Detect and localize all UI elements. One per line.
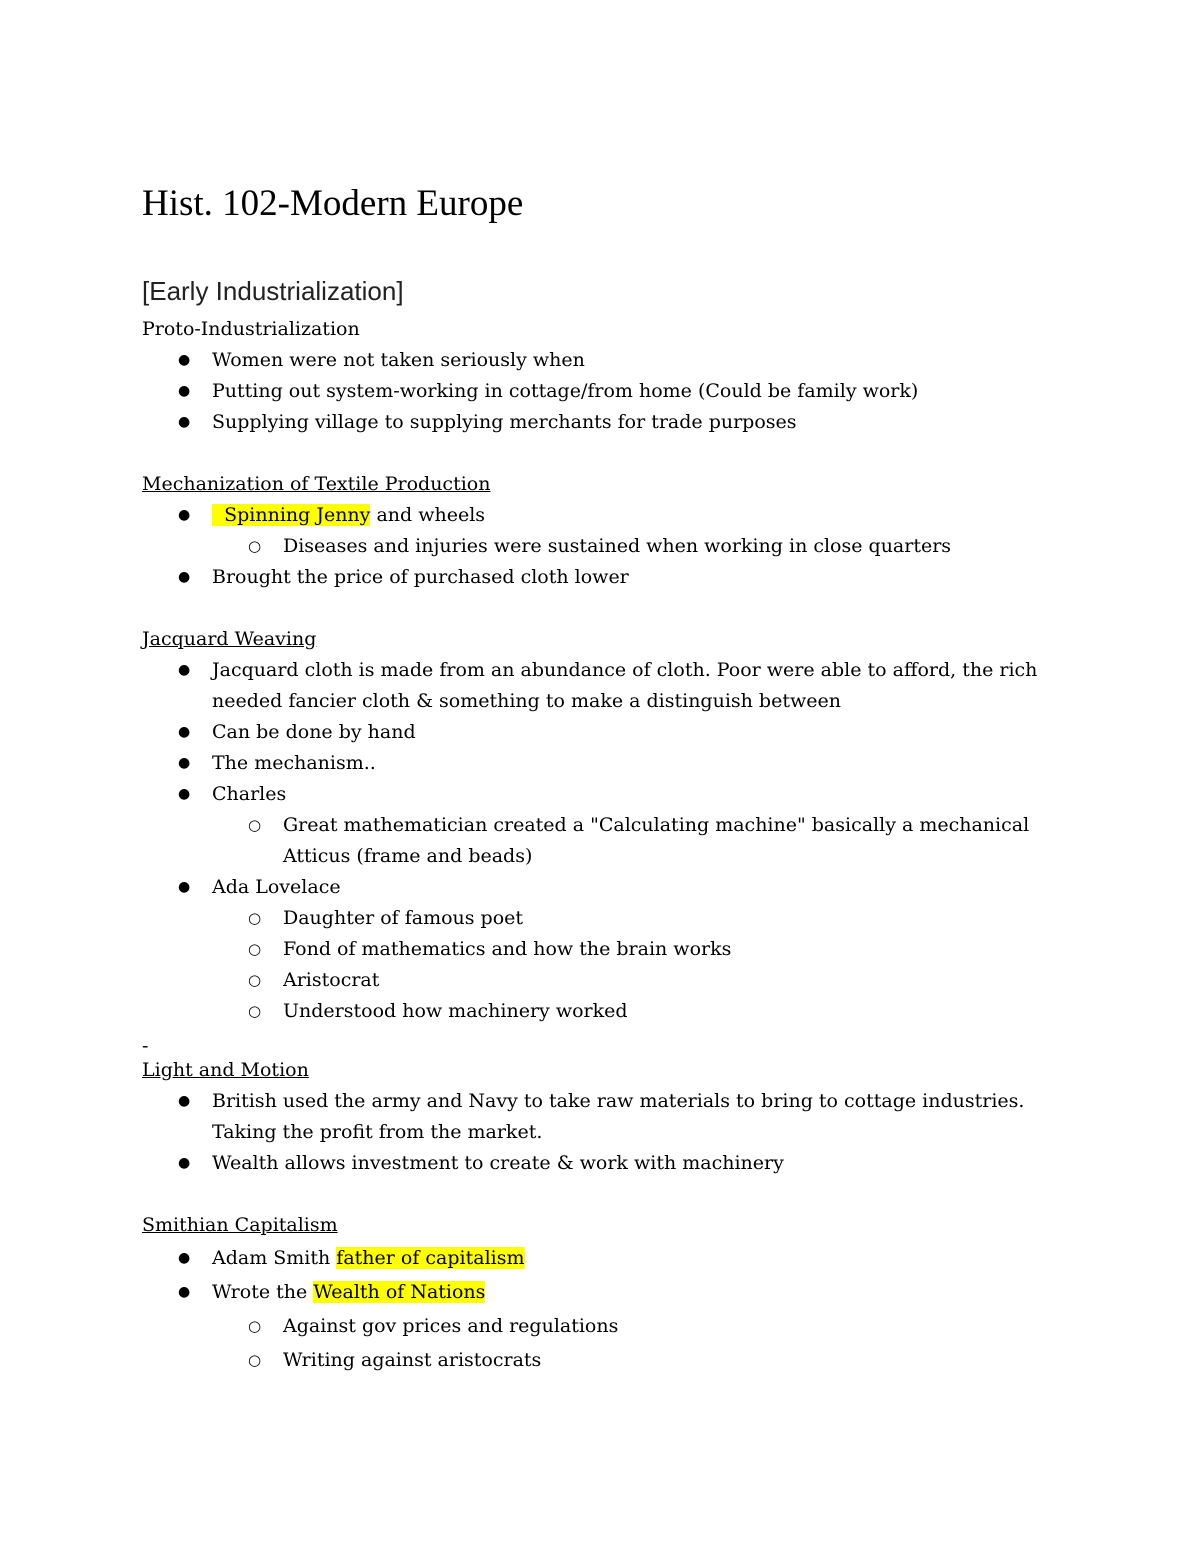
list-item: ● Wealth allows investment to create & work with machinery [142,1148,1062,1179]
smith-section [142,1210,1062,1377]
highlighted-text: Spinning Jenny [212,504,370,526]
circle-bullet-icon: ○ [248,816,262,834]
list-item: ● Putting out system-working in cottage/from home (Could be family work) [142,376,1062,407]
sub-list-item: ○ Writing against aristocrats [142,1343,1062,1377]
jacquard-list [142,655,1062,1027]
bullet-icon: ● [178,352,191,368]
light-section [142,1055,1062,1179]
list-item: ● Brought the price of purchased cloth lower [142,562,1062,593]
list-item: ● Wrote the Wealth of Nations [142,1275,1062,1309]
light-list [142,1086,1062,1179]
jacquard-title: Jacquard Weaving [142,628,317,650]
bullet-icon: ● [178,507,191,523]
bullet-icon: ● [178,755,191,771]
jacquard-section [142,624,1062,1027]
bullet-icon: ● [178,1284,191,1300]
sub-list-item: ○ Aristocrat [142,965,1062,996]
list-item: ● The mechanism.. [142,748,1062,779]
bullet-icon: ● [178,662,191,678]
separator-dash: - [142,1035,149,1057]
circle-bullet-icon: ○ [248,1351,262,1369]
proto-title: Proto-Industrialization [142,318,360,340]
proto-list [142,345,1062,438]
bullet-icon: ● [178,414,191,430]
list-item: ● British used the army and Navy to take raw materials to bring to cottage industries. Taking the profit from the market. [142,1086,1062,1148]
circle-bullet-icon: ○ [248,940,262,958]
highlighted-text: father of capitalism [336,1247,525,1269]
list-item: ● Supplying village to supplying merchants for trade purposes [142,407,1062,438]
list-item: ● Jacquard cloth is made from an abundance of cloth. Poor were able to afford, the rich needed fancier cloth & something to make a distinguish between [142,655,1062,717]
mech-list [142,500,1062,593]
sub-list-item: ○ Diseases and injuries were sustained when working in close quarters [142,531,1062,562]
bullet-icon: ● [178,786,191,802]
bullet-icon: ● [178,1250,191,1266]
section-heading: [Early Industrialization] [142,276,404,306]
circle-bullet-icon: ○ [248,1002,262,1020]
list-item: ● Charles [142,779,1062,810]
mech-section [142,469,1062,593]
bullet-icon: ● [178,1155,191,1171]
list-item: ● Can be done by hand [142,717,1062,748]
bullet-icon: ● [178,1093,191,1109]
bullet-icon: ● [178,879,191,895]
proto-section [142,314,1062,438]
highlighted-text: Wealth of Nations [313,1281,486,1303]
mech-title: Mechanization of Textile Production [142,473,491,495]
list-item: ● Ada Lovelace [142,872,1062,903]
document-title: Hist. 102-Modern Europe [142,183,524,224]
list-item: ● Spinning Jenny and wheels [142,500,1062,531]
circle-bullet-icon: ○ [248,909,262,927]
sub-list-item: ○ Against gov prices and regulations [142,1309,1062,1343]
bullet-icon: ● [178,383,191,399]
sub-list-item: ○ Great mathematician created a "Calculating machine" basically a mechanical Atticus (frame and beads) [142,810,1062,872]
circle-bullet-icon: ○ [248,537,262,555]
smith-title: Smithian Capitalism [142,1214,338,1236]
bullet-icon: ● [178,724,191,740]
circle-bullet-icon: ○ [248,1317,262,1335]
sub-list-item: ○ Daughter of famous poet [142,903,1062,934]
list-item: ● Women were not taken seriously when [142,345,1062,376]
sub-list-item: ○ Understood how machinery worked [142,996,1062,1027]
light-title: Light and Motion [142,1059,309,1081]
smith-list [142,1241,1062,1377]
sub-list-item: ○ Fond of mathematics and how the brain works [142,934,1062,965]
document-page [142,180,1062,1408]
circle-bullet-icon: ○ [248,971,262,989]
list-item: ● Adam Smith father of capitalism [142,1241,1062,1275]
bullet-icon: ● [178,569,191,585]
